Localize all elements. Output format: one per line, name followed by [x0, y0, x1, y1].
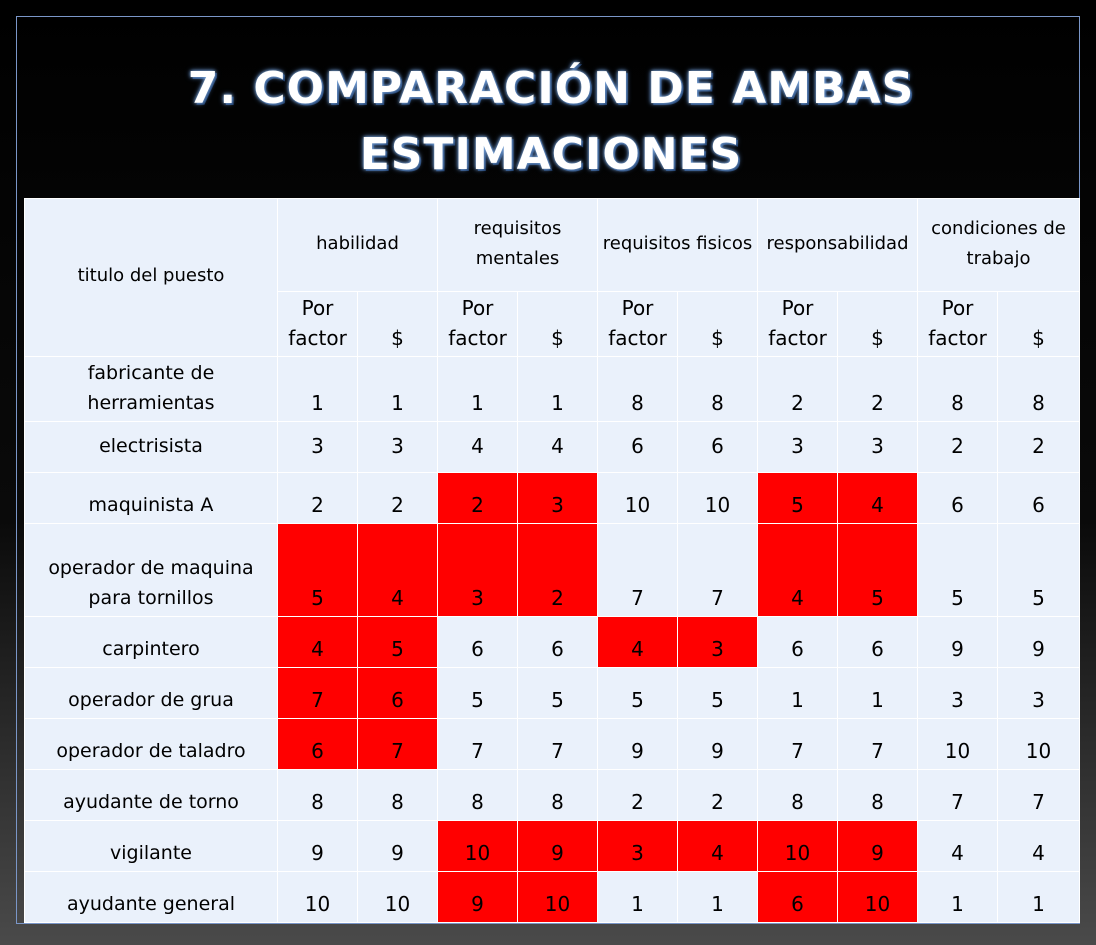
job-title-cell: ayudante de torno [25, 770, 278, 821]
por-factor-value-cell: 5 [758, 473, 838, 524]
dollar-value-cell: 6 [998, 473, 1080, 524]
por-factor-value-cell: 4 [278, 617, 358, 668]
dollar-value-cell: 1 [998, 872, 1080, 923]
dollar-value-cell: 5 [358, 617, 438, 668]
job-title-cell: electrisista [25, 422, 278, 473]
subheader-dollar: $ [678, 292, 758, 357]
table-row [25, 524, 1080, 617]
por-factor-value-cell: 7 [598, 524, 678, 617]
por-factor-value-cell: 7 [438, 719, 518, 770]
por-factor-value-cell: 8 [918, 357, 998, 422]
por-factor-value-cell: 10 [758, 821, 838, 872]
dollar-value-cell: 9 [838, 821, 918, 872]
slide-title-line-1: 7. COMPARACIÓN DE AMBAS [187, 63, 915, 114]
factor-header-requisitos-mentales: requisitos mentales [438, 199, 598, 292]
dollar-value-cell: 10 [838, 872, 918, 923]
por-factor-value-cell: 6 [438, 617, 518, 668]
por-factor-value-cell: 4 [758, 524, 838, 617]
por-factor-value-cell: 10 [278, 872, 358, 923]
dollar-value-cell: 10 [678, 473, 758, 524]
dollar-value-cell: 4 [518, 422, 598, 473]
dollar-value-cell: 5 [678, 668, 758, 719]
dollar-value-cell: 9 [998, 617, 1080, 668]
por-factor-value-cell: 7 [758, 719, 838, 770]
por-factor-value-cell: 1 [918, 872, 998, 923]
dollar-value-cell: 1 [838, 668, 918, 719]
por-factor-value-cell: 8 [438, 770, 518, 821]
dollar-value-cell: 3 [518, 473, 598, 524]
factor-header-condiciones-de-trabajo: condiciones de trabajo [918, 199, 1080, 292]
subheader-dollar: $ [358, 292, 438, 357]
por-factor-value-cell: 10 [438, 821, 518, 872]
dollar-value-cell: 8 [518, 770, 598, 821]
por-factor-value-cell: 8 [758, 770, 838, 821]
por-factor-value-cell: 8 [598, 357, 678, 422]
por-factor-value-cell: 3 [758, 422, 838, 473]
dollar-value-cell: 7 [998, 770, 1080, 821]
por-factor-value-cell: 6 [758, 872, 838, 923]
table-row [25, 617, 1080, 668]
subheader-dollar: $ [838, 292, 918, 357]
dollar-value-cell: 8 [678, 357, 758, 422]
por-factor-value-cell: 2 [758, 357, 838, 422]
table-row [25, 357, 1080, 422]
factor-header-requisitos-fisicos: requisitos fisicos [598, 199, 758, 292]
dollar-value-cell: 4 [998, 821, 1080, 872]
job-title-cell: maquinista A [25, 473, 278, 524]
table-row [25, 770, 1080, 821]
por-factor-value-cell: 1 [438, 357, 518, 422]
dollar-value-cell: 8 [998, 357, 1080, 422]
por-factor-value-cell: 8 [278, 770, 358, 821]
por-factor-value-cell: 9 [438, 872, 518, 923]
dollar-value-cell: 9 [358, 821, 438, 872]
por-factor-value-cell: 6 [278, 719, 358, 770]
dollar-value-cell: 9 [518, 821, 598, 872]
dollar-value-cell: 1 [678, 872, 758, 923]
por-factor-value-cell: 6 [598, 422, 678, 473]
dollar-value-cell: 5 [998, 524, 1080, 617]
job-title-cell: ayudante general [25, 872, 278, 923]
dollar-value-cell: 5 [518, 668, 598, 719]
dollar-value-cell: 6 [518, 617, 598, 668]
subheader-por-factor: Por factor [598, 292, 678, 357]
por-factor-value-cell: 9 [278, 821, 358, 872]
dollar-value-cell: 3 [358, 422, 438, 473]
table-row [25, 872, 1080, 923]
por-factor-value-cell: 5 [438, 668, 518, 719]
table-row [25, 422, 1080, 473]
subheader-por-factor: Por factor [438, 292, 518, 357]
job-title-cell: operador de maquina para tornillos [25, 524, 278, 617]
por-factor-value-cell: 4 [918, 821, 998, 872]
dollar-value-cell: 3 [998, 668, 1080, 719]
table-row [25, 473, 1080, 524]
factor-header-habilidad: habilidad [278, 199, 438, 292]
por-factor-value-cell: 2 [278, 473, 358, 524]
dollar-value-cell: 1 [358, 357, 438, 422]
subheader-dollar: $ [518, 292, 598, 357]
dollar-value-cell: 3 [838, 422, 918, 473]
dollar-value-cell: 4 [838, 473, 918, 524]
por-factor-value-cell: 3 [918, 668, 998, 719]
dollar-value-cell: 7 [678, 524, 758, 617]
dollar-value-cell: 2 [518, 524, 598, 617]
por-factor-value-cell: 5 [918, 524, 998, 617]
dollar-value-cell: 2 [678, 770, 758, 821]
dollar-value-cell: 4 [678, 821, 758, 872]
table-row [25, 821, 1080, 872]
factor-header-row [25, 199, 1080, 292]
por-factor-value-cell: 10 [598, 473, 678, 524]
dollar-value-cell: 10 [518, 872, 598, 923]
dollar-value-cell: 7 [838, 719, 918, 770]
dollar-value-cell: 6 [358, 668, 438, 719]
por-factor-value-cell: 3 [278, 422, 358, 473]
comparison-table [24, 198, 1080, 923]
dollar-value-cell: 2 [358, 473, 438, 524]
por-factor-value-cell: 2 [918, 422, 998, 473]
por-factor-value-cell: 3 [438, 524, 518, 617]
factor-header-responsabilidad: responsabilidad [758, 199, 918, 292]
table-row [25, 668, 1080, 719]
por-factor-value-cell: 1 [758, 668, 838, 719]
por-factor-value-cell: 6 [918, 473, 998, 524]
subheader-dollar: $ [998, 292, 1080, 357]
por-factor-value-cell: 5 [598, 668, 678, 719]
por-factor-value-cell: 1 [278, 357, 358, 422]
subheader-por-factor: Por factor [918, 292, 998, 357]
dollar-value-cell: 9 [678, 719, 758, 770]
dollar-value-cell: 4 [358, 524, 438, 617]
por-factor-value-cell: 9 [598, 719, 678, 770]
por-factor-value-cell: 3 [598, 821, 678, 872]
dollar-value-cell: 7 [518, 719, 598, 770]
slide-title-line-2: ESTIMACIONES [359, 129, 743, 180]
job-title-cell: carpintero [25, 617, 278, 668]
dollar-value-cell: 2 [998, 422, 1080, 473]
slide-title [22, 56, 1080, 188]
dollar-value-cell: 3 [678, 617, 758, 668]
table-body [25, 357, 1080, 923]
por-factor-value-cell: 5 [278, 524, 358, 617]
subheader-por-factor: Por factor [758, 292, 838, 357]
dollar-value-cell: 2 [838, 357, 918, 422]
por-factor-value-cell: 9 [918, 617, 998, 668]
dollar-value-cell: 10 [998, 719, 1080, 770]
dollar-value-cell: 6 [678, 422, 758, 473]
job-title-cell: operador de taladro [25, 719, 278, 770]
dollar-value-cell: 8 [838, 770, 918, 821]
dollar-value-cell: 1 [518, 357, 598, 422]
por-factor-value-cell: 6 [758, 617, 838, 668]
por-factor-value-cell: 2 [598, 770, 678, 821]
por-factor-value-cell: 4 [438, 422, 518, 473]
por-factor-value-cell: 7 [918, 770, 998, 821]
job-title-header: titulo del puesto [25, 199, 278, 357]
por-factor-value-cell: 4 [598, 617, 678, 668]
dollar-value-cell: 10 [358, 872, 438, 923]
dollar-value-cell: 7 [358, 719, 438, 770]
table-row [25, 719, 1080, 770]
dollar-value-cell: 6 [838, 617, 918, 668]
por-factor-value-cell: 1 [598, 872, 678, 923]
dollar-value-cell: 5 [838, 524, 918, 617]
por-factor-value-cell: 2 [438, 473, 518, 524]
por-factor-value-cell: 7 [278, 668, 358, 719]
job-title-cell: vigilante [25, 821, 278, 872]
subheader-por-factor: Por factor [278, 292, 358, 357]
dollar-value-cell: 8 [358, 770, 438, 821]
por-factor-value-cell: 10 [918, 719, 998, 770]
job-title-cell: fabricante de herramientas [25, 357, 278, 422]
job-title-cell: operador de grua [25, 668, 278, 719]
